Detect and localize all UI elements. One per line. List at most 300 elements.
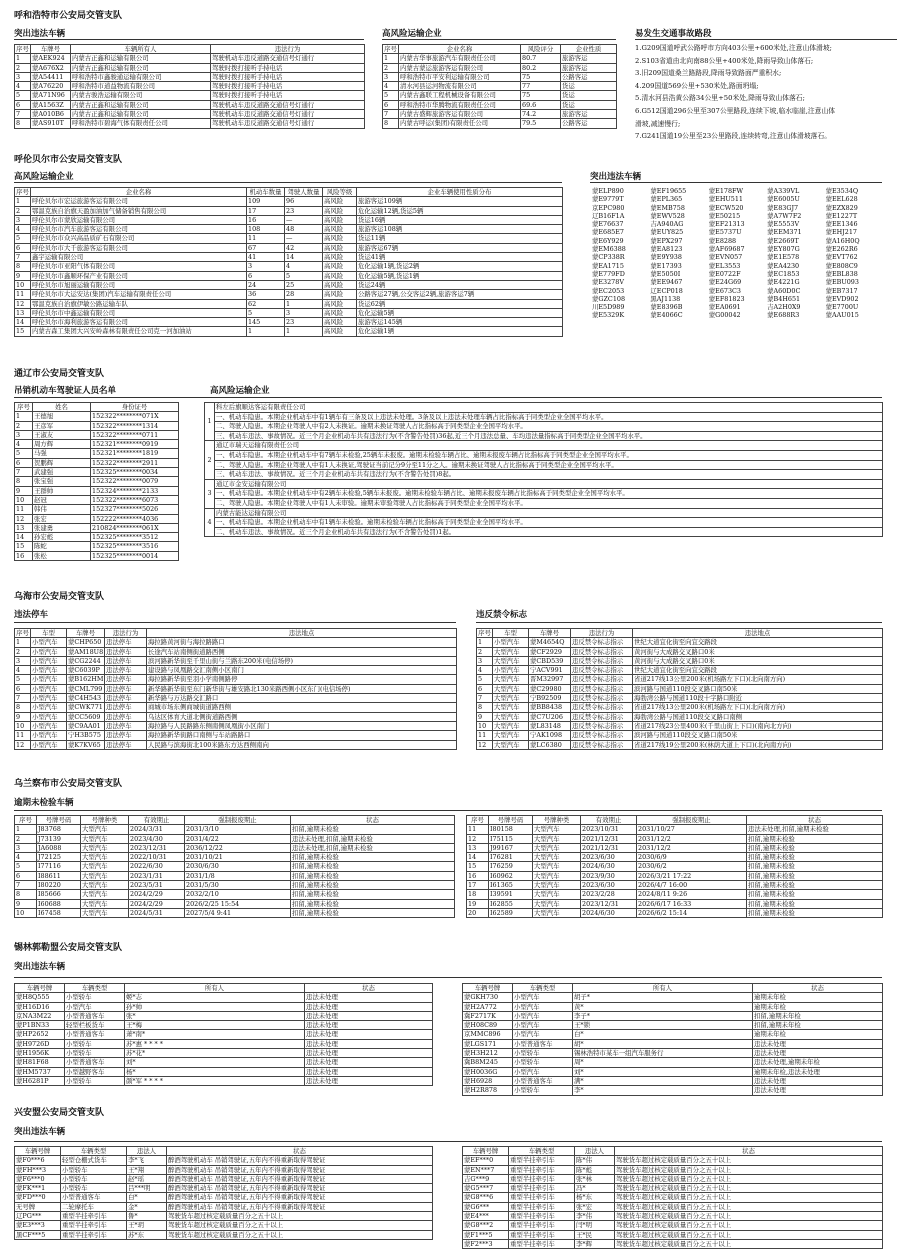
table-cell: 内蒙古正鑫和运输有限公司 xyxy=(71,110,211,119)
table-cell: 2021/12/31 xyxy=(581,834,637,843)
table-cell: 苏*东 xyxy=(127,1230,167,1239)
table-row xyxy=(15,908,455,917)
table-cell: 王*锁 xyxy=(573,1021,753,1030)
table-cell: 大型汽车 xyxy=(81,908,129,917)
risk-detail: 一、机动车隐患。本期企业机动车中有7辆车未检验,25辆车未报废。逾期未检验车辆占比、逾期未报废车辆占比指标高于同类型企业全国平均水平。 xyxy=(215,450,883,460)
table-cell: 醉酒驾驶机动车 吊销驾驶证,五年内不得重新取得驾驶证 xyxy=(167,1165,433,1174)
table-cell: 大型汽车 xyxy=(81,853,129,862)
table-cell: 陈*伟 xyxy=(575,1156,615,1165)
table-cell: 9 xyxy=(477,712,493,721)
table-cell: 驾驶时拨打接听手持电话 xyxy=(211,72,365,81)
table-cell: 152322********6073 xyxy=(91,495,179,504)
table-row xyxy=(15,327,563,336)
table-cell: 张建勇 xyxy=(33,523,91,532)
column-header: 序号 xyxy=(16,45,29,53)
table-cell: 7 xyxy=(15,881,37,890)
risk-detail: 三、机动车违法、事故情况。近三个月企业机动车共有违法行为(不含警告处罚)8起。 xyxy=(215,470,883,480)
table-cell: 4 xyxy=(15,82,31,91)
table-cell: 违反禁令标志指示 xyxy=(571,712,633,721)
table-cell: 高风险 xyxy=(323,271,357,280)
table-cell: 10 xyxy=(15,280,31,289)
table-cell: 大型汽车 xyxy=(81,890,129,899)
table-cell: 小型轿车 xyxy=(61,1184,127,1193)
column-header: 车辆所有人 xyxy=(71,45,211,54)
column-header: 强制报废期止 xyxy=(637,816,747,825)
table-cell: 蒙EN***7 xyxy=(463,1165,509,1174)
table-cell: 驾驶货车超过核定载质量百分之五十以上 xyxy=(615,1212,883,1221)
wuhai-parking-table xyxy=(14,628,457,750)
table-row xyxy=(383,110,617,119)
risk-detail: 一、机动车隐患。本期企业机动车中有2辆车未检验,5辆车未报废。逾期未检验车辆占比、逾期未报废车辆占比指标高于同类型企业全国平均水平。 xyxy=(215,489,883,499)
table-row xyxy=(590,303,882,311)
table-row xyxy=(590,270,882,278)
divider xyxy=(14,182,562,183)
table-cell: 旅游客运 xyxy=(561,110,617,119)
table-cell: 内蒙古森工集团大兴安岭森林有限责任公司克一河加油站 xyxy=(31,327,247,336)
table-cell: 小型轿车 xyxy=(513,1086,573,1095)
table-cell: 货运 xyxy=(561,100,617,109)
table-cell: 旅游客运108辆 xyxy=(357,225,563,234)
table-cell: 蒙H16D16 xyxy=(15,1002,65,1011)
table-cell: 蒙E4221G xyxy=(767,278,800,287)
table-cell: 14 xyxy=(467,853,489,862)
table-cell: 24 xyxy=(247,280,285,289)
table-cell: 蒙H9726D xyxy=(15,1039,65,1048)
column-header: 序号 xyxy=(478,629,491,637)
table-cell: 违法停车 xyxy=(105,638,147,647)
table-cell: 蒙E24G69 xyxy=(708,278,742,287)
table-cell: 蒙A16H0Q xyxy=(825,236,860,245)
table-cell: I62589 xyxy=(489,908,533,917)
table-cell: 蒙A54411 xyxy=(31,72,71,81)
table-cell: 152324********2133 xyxy=(91,486,179,495)
table-row xyxy=(15,225,563,234)
table-cell: 蒙EL3553 xyxy=(708,261,741,270)
table-cell: 2036/12/22 xyxy=(185,843,291,852)
table-cell: 萧*南* xyxy=(125,1030,305,1039)
table-cell: 大型汽车 xyxy=(81,862,129,871)
table-cell: I39591 xyxy=(489,890,533,899)
table-cell: 苏*花* xyxy=(125,1049,305,1058)
table-cell: 6 xyxy=(477,684,493,693)
table-row xyxy=(463,1058,883,1067)
table-cell: 高风险 xyxy=(323,225,357,234)
table-cell: 蒙C9AA01 xyxy=(67,721,105,730)
table-cell: 75 xyxy=(521,72,561,81)
table-cell: 96 xyxy=(285,197,323,206)
table-cell: 危化运输5辆,货运1辆 xyxy=(357,271,563,280)
table-cell: 锡林浩特市某车一组汽车服务行 xyxy=(573,1049,753,1058)
table-cell: 蒙BB8438 xyxy=(529,703,571,712)
table-cell: 大型汽车 xyxy=(533,899,581,908)
table-cell: 蒙CHP650 xyxy=(67,638,105,647)
table-cell: 蒙E83GJ7 xyxy=(767,203,799,212)
column-header: 身份证号 xyxy=(91,403,179,412)
table-row xyxy=(15,1174,433,1183)
table-cell: 1 xyxy=(15,54,31,63)
table-cell: 3 xyxy=(15,72,31,81)
table-cell: 蒙G6*** xyxy=(463,1202,509,1211)
table-cell: 驾驶时拨打接听手持电话 xyxy=(211,91,365,100)
table-cell: 蒙CML799 xyxy=(67,684,105,693)
table-cell: J83768 xyxy=(37,825,81,834)
table-cell: 蒙FH***3 xyxy=(15,1165,61,1174)
table-cell: 5 xyxy=(477,675,493,684)
table-row xyxy=(15,638,457,647)
table-row xyxy=(477,666,883,675)
table-cell: 违反禁令标志指示 xyxy=(571,694,633,703)
table-cell: 建设路与凤凰路交汇南侧小区南门 xyxy=(147,666,457,675)
table-cell: 违法停车 xyxy=(105,703,147,712)
table-cell: 重型半挂牵引车 xyxy=(61,1230,127,1239)
table-cell: 白* xyxy=(127,1193,167,1202)
header-row xyxy=(463,984,883,993)
entry-number: 3 xyxy=(205,479,215,508)
table-cell: 蒙GKH730 xyxy=(463,993,513,1002)
header-row xyxy=(463,1147,883,1156)
column-header: 序号 xyxy=(15,816,37,825)
table-row xyxy=(467,834,883,843)
table-cell: 刘* xyxy=(125,1058,305,1067)
table-cell: 1 xyxy=(15,197,31,206)
hohhot-accident-title: 易发生交通事故路段 xyxy=(635,29,712,39)
table-cell: 大型汽车 xyxy=(493,740,529,749)
table-cell: 违法未处理 xyxy=(753,1086,883,1095)
table-cell: 高风险 xyxy=(323,280,357,289)
table-cell: 蒙FD***0 xyxy=(15,1193,61,1202)
table-cell: 驾驶货车超过核定载质量百分之五十以上 xyxy=(167,1230,433,1239)
table-cell: 黄河街与大成路交叉路口0米 xyxy=(633,647,883,656)
table-row xyxy=(15,712,457,721)
column-header: 车辆类型 xyxy=(61,1147,127,1156)
table-cell: 小型汽车 xyxy=(31,638,67,647)
table-cell: 货运 xyxy=(561,82,617,91)
table-cell: 颜*军 * * * * xyxy=(125,1076,305,1085)
table-cell: 王德旭 xyxy=(33,412,91,421)
header-row xyxy=(15,45,365,54)
table-cell: 大型汽车 xyxy=(493,675,529,684)
table-row xyxy=(477,703,883,712)
table-row xyxy=(15,54,365,63)
table-cell: I76259 xyxy=(489,862,533,871)
table-cell: 违法停车 xyxy=(105,684,147,693)
table-row xyxy=(15,1221,433,1230)
table-cell: 小型普通客车 xyxy=(65,1011,125,1020)
table-cell: 杨*东 xyxy=(575,1193,615,1202)
table-cell: 23 xyxy=(285,206,323,215)
table-row xyxy=(590,311,882,319)
table-row xyxy=(463,1239,883,1248)
table-cell: 152321********1819 xyxy=(91,449,179,458)
table-row xyxy=(15,1193,433,1202)
table-cell: 蒙C6039P xyxy=(67,666,105,675)
table-cell: 2023/6/30 xyxy=(581,881,637,890)
table-cell: 蒙C4H543 xyxy=(67,694,105,703)
table-cell: 李*伟 xyxy=(575,1212,615,1221)
table-cell: 蒙EF19655 xyxy=(650,187,687,195)
table-cell: 2030/6/2 xyxy=(637,862,747,871)
table-row xyxy=(467,853,883,862)
table-cell: 小型汽车 xyxy=(31,666,67,675)
table-row xyxy=(15,1212,433,1221)
table-cell: 152325********3512 xyxy=(91,533,179,542)
table-cell: 5 xyxy=(15,675,31,684)
table-cell: 2031/12/2 xyxy=(637,834,747,843)
table-row xyxy=(463,1030,883,1039)
table-cell: 驾驶货车超过核定载质量百分之五十以上 xyxy=(615,1165,883,1174)
table-row xyxy=(15,834,455,843)
table-row xyxy=(477,731,883,740)
table-row xyxy=(477,712,883,721)
table-cell: 6 xyxy=(247,271,285,280)
table-cell: 2024/6/30 xyxy=(581,908,637,917)
table-cell: 王彦军 xyxy=(33,421,91,430)
table-cell: 赵冠 xyxy=(33,495,91,504)
table-cell: 违法未处理,逾期未年检 xyxy=(753,1058,883,1067)
table-cell: 11 xyxy=(15,505,33,514)
table-row xyxy=(463,1039,883,1048)
table-cell: 蒙FK***1 xyxy=(15,1184,61,1193)
table-cell: 蒙EA8123 xyxy=(650,245,683,254)
table-cell: 蒙E5737U xyxy=(708,228,742,237)
table-cell: 蒙EHU511 xyxy=(708,195,743,204)
table-row xyxy=(15,100,365,109)
header-row xyxy=(15,816,455,825)
table-cell: 11 xyxy=(15,731,31,740)
table-cell: 蒙E3***3 xyxy=(15,1221,61,1230)
table-cell: 呼伦贝尔市宏运旅游客运有限公司 xyxy=(31,197,247,206)
tongliao-risk-title: 高风险运输企业 xyxy=(210,386,270,396)
risk-line-row xyxy=(205,508,883,518)
table-cell: 大型汽车 xyxy=(81,834,129,843)
table-cell: 4 xyxy=(285,262,323,271)
column-header: 序号 xyxy=(16,188,29,196)
table-cell: 蒙H8Q555 xyxy=(15,993,65,1002)
table-cell: 货运24辆 xyxy=(357,280,563,289)
table-cell: 2023/12/31 xyxy=(581,899,637,908)
table-cell: 蒙A60D0C xyxy=(767,286,801,295)
table-cell: 违法停车 xyxy=(105,656,147,665)
table-row xyxy=(15,468,179,477)
table-cell: 蒙EA4230 xyxy=(767,261,800,270)
table-cell: I67458 xyxy=(37,908,81,917)
table-cell: 危化运输5辆 xyxy=(357,308,563,317)
table-cell: 77 xyxy=(521,82,561,91)
table-row xyxy=(15,280,563,289)
table-cell: 驾驶货车超过核定载质量百分之五十以上 xyxy=(615,1184,883,1193)
table-cell: 扣留,逾期未检验 xyxy=(747,881,883,890)
table-cell: 违反禁令标志指示 xyxy=(571,675,633,684)
table-cell: 违反禁令标志指示 xyxy=(571,703,633,712)
table-cell: 白* xyxy=(573,1030,753,1039)
xilingol-table-right xyxy=(462,983,883,1096)
table-row xyxy=(467,825,883,834)
table-cell: J72125 xyxy=(37,853,81,862)
table-cell: 吉A2H0X9 xyxy=(767,303,801,312)
table-row xyxy=(477,656,883,665)
table-cell: I80158 xyxy=(489,825,533,834)
table-row xyxy=(467,890,883,899)
column-header: 违法行为 xyxy=(211,45,365,54)
table-cell: 2031/12/2 xyxy=(637,843,747,852)
table-cell: 蒙E0722F xyxy=(708,269,741,278)
table-cell: 重型半挂牵引车 xyxy=(509,1184,575,1193)
table-cell: 大型汽车 xyxy=(493,721,529,730)
table-cell: 世纪大道宜化街至向宜交路段 xyxy=(633,638,883,647)
table-cell: 蒙EC1853 xyxy=(767,269,800,278)
column-header: 状态 xyxy=(167,1147,433,1156)
table-cell: 6 xyxy=(15,684,31,693)
table-row xyxy=(15,1011,433,1020)
xilingol-title: 锡林郭勒盟公安局交管支队 xyxy=(14,943,123,953)
table-row xyxy=(15,1039,433,1048)
table-cell: 蒙E17393 xyxy=(650,261,682,270)
table-row xyxy=(463,1174,883,1183)
table-cell: 满* xyxy=(573,1076,753,1085)
table-cell: 高风险 xyxy=(323,327,357,336)
table-cell: 蒙EPL365 xyxy=(650,195,683,204)
table-cell: 10 xyxy=(15,908,37,917)
table-cell: 10 xyxy=(15,721,31,730)
table-cell: 高风险 xyxy=(323,215,357,224)
table-cell: 危化运输12辆,货运5辆 xyxy=(357,206,563,215)
table-cell: 蒙A7W7F2 xyxy=(767,211,802,220)
table-row xyxy=(15,647,457,656)
table-cell: 79.5 xyxy=(521,119,561,128)
table-row xyxy=(477,740,883,749)
entry-number: 2 xyxy=(205,441,215,479)
table-cell: 3 xyxy=(383,72,399,81)
table-cell: 内蒙古华事旅游汽车有限责任公司 xyxy=(399,54,521,63)
ulanqab-title: 乌兰察布市公安局交管支队 xyxy=(14,779,123,789)
table-cell: 4 xyxy=(477,666,493,675)
table-cell: 3 xyxy=(285,308,323,317)
table-cell: 长途汽车站南侧街道路西侧 xyxy=(147,647,457,656)
table-cell: 大型汽车 xyxy=(493,712,529,721)
risk-detail: 一、机动车隐患。本期企业机动车中有1辆车未检验。逾期未检验车辆占比指标高于同类型企业全国平均水平。 xyxy=(215,518,883,528)
xilingol-table-left xyxy=(14,983,433,1086)
table-cell: 扣留,逾期未检验 xyxy=(291,899,455,908)
header-row xyxy=(467,816,883,825)
table-cell: 违法未处理 xyxy=(305,1011,433,1020)
hinggan-violations-title: 突出违法车辆 xyxy=(14,1127,66,1137)
table-cell: 违法停车 xyxy=(105,694,147,703)
table-row xyxy=(15,862,455,871)
column-header: 违法人 xyxy=(127,1147,167,1156)
table-cell: 1 xyxy=(247,327,285,336)
table-cell: 2022/6/30 xyxy=(129,862,185,871)
table-cell: 海勃湾公路与国道110段十字路口附近 xyxy=(633,694,883,703)
table-cell: 152325********3516 xyxy=(91,542,179,551)
table-cell: I75115 xyxy=(489,834,533,843)
table-cell: 大型汽车 xyxy=(533,825,581,834)
table-cell: 宁B92509 xyxy=(529,694,571,703)
table-row xyxy=(467,843,883,852)
table-row xyxy=(467,862,883,871)
table-cell: 蒙EBL838 xyxy=(825,269,858,278)
table-cell: 人民路与滨海街北100米路东方达西侧南向 xyxy=(147,740,457,749)
risk-line-row xyxy=(205,403,883,413)
hinggan-title: 兴安盟公安局交管支队 xyxy=(14,1108,105,1118)
table-cell: 扣留,逾期未检验 xyxy=(291,862,455,871)
table-cell: 2030/6/9 xyxy=(637,853,747,862)
table-cell: 5 xyxy=(383,91,399,100)
risk-line-row xyxy=(205,489,883,499)
table-cell: 旅游客运 xyxy=(561,63,617,72)
table-cell: 大型汽车 xyxy=(493,731,529,740)
table-row xyxy=(15,684,457,693)
table-cell: 违法停车 xyxy=(105,647,147,656)
table-cell: 2024/2/29 xyxy=(129,890,185,899)
table-cell: 蒙CWK771 xyxy=(68,703,103,712)
table-cell: 违法停车 xyxy=(105,731,147,740)
table-cell: 蒙ECW520 xyxy=(708,203,744,212)
table-cell: 陈*彪 xyxy=(575,1165,615,1174)
table-cell: 张*林 xyxy=(575,1174,615,1183)
table-row xyxy=(15,234,563,243)
table-cell: 呼伦贝尔市蒙欣运输有限公司 xyxy=(31,215,247,224)
table-row xyxy=(463,1202,883,1211)
column-header: 机动车数量 xyxy=(247,188,285,197)
table-row xyxy=(590,278,882,286)
table-cell: 晋M32997 xyxy=(529,675,571,684)
column-header: 强制报废期止 xyxy=(185,816,291,825)
table-row xyxy=(15,215,563,224)
table-cell: 高风险 xyxy=(323,243,357,252)
table-cell: 陈蛇 xyxy=(33,542,91,551)
table-cell: 25 xyxy=(285,280,323,289)
tongliao-drivers-title: 吊销机动车驾驶证人员名单 xyxy=(14,386,117,396)
wuhai-signs-table xyxy=(476,628,883,750)
table-cell: 2 xyxy=(383,63,399,72)
table-cell: 违法停车 xyxy=(105,666,147,675)
table-cell: 扣留,逾期未检验 xyxy=(291,853,455,862)
table-cell: 2 xyxy=(15,421,33,430)
table-cell: 驾驶机动车违反道路交通信号灯通行 xyxy=(211,54,365,63)
table-cell: 呼和浩特市碧海气体有限责任公司 xyxy=(71,119,211,128)
table-cell: 高风险 xyxy=(323,318,357,327)
table-cell: 黑AJ1138 xyxy=(650,294,681,303)
table-cell: 驾驶货车超过核定载质量百分之五十以上 xyxy=(167,1221,433,1230)
risk-detail: 二、驾驶人隐患。本期企业驾驶人中有1人未审验。逾期未审验驾驶人占比指标高于同类型企业全国平均水平。 xyxy=(215,498,883,508)
table-cell: 呼和浩特市道益物流有限公司 xyxy=(71,82,211,91)
table-cell: 蒙G5***7 xyxy=(463,1184,509,1193)
table-cell: 3 xyxy=(15,843,37,852)
column-header: 车辆类型 xyxy=(65,984,125,993)
table-cell: 重型半挂牵引车 xyxy=(509,1174,575,1183)
table-cell: 小型轿车 xyxy=(513,1058,573,1067)
table-cell: 冯* xyxy=(575,1184,615,1193)
table-cell: 胡子* xyxy=(573,993,753,1002)
table-cell: 蒙EE9467 xyxy=(650,278,683,287)
table-cell: 重型半挂牵引车 xyxy=(509,1221,575,1230)
table-cell: 京MMC896 xyxy=(463,1030,513,1039)
column-header: 状态 xyxy=(291,816,455,825)
risk-line-row xyxy=(205,412,883,422)
table-cell: 违法未处理 xyxy=(305,1002,433,1011)
column-header: 车辆类型 xyxy=(509,1147,575,1156)
table-cell: 蒙E779FD xyxy=(592,269,625,278)
table-row xyxy=(590,220,882,228)
table-cell: J73139 xyxy=(37,834,81,843)
table-row xyxy=(463,1165,883,1174)
table-cell: 小型越野客车 xyxy=(65,1067,125,1076)
hohhot-accident-list xyxy=(635,42,897,143)
table-cell: 蒙LC6380 xyxy=(529,740,571,749)
table-cell: 152322********071X xyxy=(91,412,179,421)
table-row xyxy=(15,1021,433,1030)
table-cell: 胡* xyxy=(573,1039,753,1048)
